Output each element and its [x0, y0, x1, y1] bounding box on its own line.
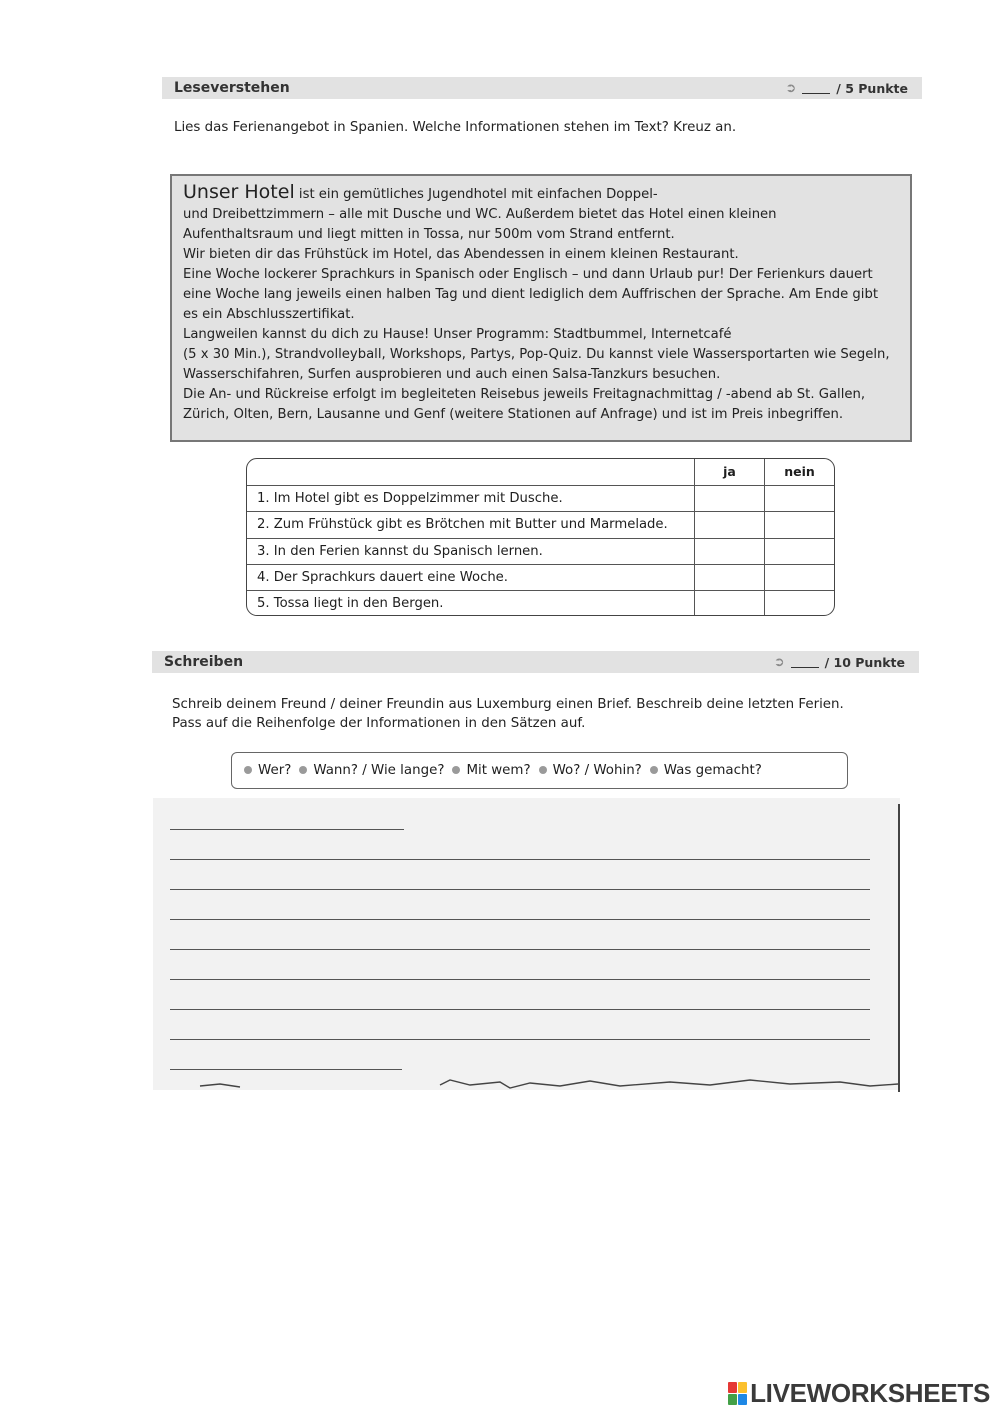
- text-line: Die An- und Rückreise erfolgt im begleiteten Reisebus jeweils Freitagnachmittag / -abend ab St. Gallen,: [183, 387, 866, 402]
- column-yes: ja: [695, 459, 765, 485]
- writing-line[interactable]: [170, 859, 870, 860]
- table-row: [247, 511, 834, 537]
- writing-section-header: [152, 651, 919, 673]
- table-row: [247, 590, 834, 616]
- guiding-questions: [231, 752, 848, 789]
- reading-points-label: / 5 Punkte: [836, 80, 908, 96]
- text-line: es ein Abschlusszertifikat.: [183, 307, 355, 322]
- table-row: [247, 485, 834, 511]
- answer-no-cell[interactable]: [765, 512, 834, 537]
- score-arrow-icon: ➲: [785, 80, 797, 96]
- text-line: eine Woche lang jeweils einen halben Tag und dient lediglich dem Auffrischen der Sprache. Am Ende gibt: [183, 287, 879, 302]
- logo-badge-icon: [728, 1382, 747, 1405]
- table-header-row: [247, 459, 834, 485]
- writing-points-label: / 10 Punkte: [824, 654, 905, 670]
- prompt-item: Wo? / Wohin?: [539, 763, 642, 778]
- score-arrow-icon: ➲: [773, 654, 785, 670]
- answer-no-cell[interactable]: [765, 565, 834, 590]
- writing-line[interactable]: [170, 1009, 870, 1010]
- bullet-icon: [452, 766, 460, 774]
- bullet-icon: [650, 766, 658, 774]
- table-header-empty: [247, 459, 695, 485]
- table-row: [247, 564, 834, 590]
- reading-section-header: [162, 77, 922, 99]
- text-line: Aufenthaltsraum und liegt mitten in Tossa, nur 500m vom Strand entfernt.: [183, 227, 675, 242]
- answer-no-cell[interactable]: [765, 591, 834, 616]
- text-lead: Unser Hotel: [183, 181, 295, 203]
- statement: 2. Zum Frühstück gibt es Brötchen mit Butter und Marmelade.: [247, 512, 695, 537]
- text-line: Zürich, Olten, Bern, Lausanne und Genf (weitere Stationen auf Anfrage) und ist im Preis inbegriffen.: [183, 407, 844, 422]
- bullet-icon: [539, 766, 547, 774]
- statement: 1. Im Hotel gibt es Doppelzimmer mit Dusche.: [247, 486, 695, 511]
- text-line: Eine Woche lockerer Sprachkurs in Spanisch oder Englisch – und dann Urlaub pur! Der Ferienkurs dauert: [183, 267, 873, 282]
- text-line-first: Unser Hotel ist ein gemütliches Jugendhotel mit einfachen Doppel-: [183, 181, 658, 203]
- writing-area[interactable]: [153, 798, 900, 1090]
- text-line: (5 x 30 Min.), Strandvolleyball, Workshops, Partys, Pop-Quiz. Du kannst viele Wassersportarten wie Segeln,: [183, 347, 890, 362]
- answer-no-cell[interactable]: [765, 539, 834, 564]
- reading-points: [785, 81, 908, 96]
- bullet-icon: [299, 766, 307, 774]
- statement: 5. Tossa liegt in den Bergen.: [247, 591, 695, 616]
- true-false-table: [246, 458, 835, 616]
- writing-score-blank[interactable]: [791, 657, 819, 668]
- text-line: Wasserschifahren, Surfen ausprobieren und auch einen Salsa-Tanzkurs besuchen.: [183, 367, 721, 382]
- answer-yes-cell[interactable]: [695, 565, 765, 590]
- table-row: [247, 538, 834, 564]
- answer-yes-cell[interactable]: [695, 539, 765, 564]
- answer-yes-cell[interactable]: [695, 512, 765, 537]
- writing-line[interactable]: [170, 1069, 402, 1070]
- writing-line[interactable]: [170, 979, 870, 980]
- text-line: Langweilen kannst du dich zu Hause! Unser Programm: Stadtbummel, Internetcafé: [183, 327, 732, 342]
- answer-no-cell[interactable]: [765, 486, 834, 511]
- writing-line[interactable]: [170, 1039, 870, 1040]
- reading-section-title: Leseverstehen: [174, 80, 290, 96]
- statement: 4. Der Sprachkurs dauert eine Woche.: [247, 565, 695, 590]
- bullet-icon: [244, 766, 252, 774]
- logo-wordmark: LIVEWORKSHEETS: [750, 1378, 990, 1408]
- instruction-line: Pass auf die Reihenfolge der Informationen in den Sätzen auf.: [172, 716, 586, 731]
- answer-yes-cell[interactable]: [695, 591, 765, 616]
- writing-line[interactable]: [170, 919, 870, 920]
- torn-edge: [150, 1076, 902, 1094]
- hotel-offer-text: [170, 174, 912, 442]
- reading-score-blank[interactable]: [802, 83, 830, 94]
- writing-instruction: [172, 695, 844, 733]
- text-line: und Dreibettzimmern – alle mit Dusche und WC. Außerdem bietet das Hotel einen kleinen: [183, 207, 777, 222]
- reading-instruction: Lies das Ferienangebot in Spanien. Welche Informationen stehen im Text? Kreuz an.: [174, 120, 737, 135]
- writing-line[interactable]: [170, 889, 870, 890]
- prompt-item: Wer?: [244, 763, 291, 778]
- prompt-item: Was gemacht?: [650, 763, 762, 778]
- instruction-line: Schreib deinem Freund / deiner Freundin aus Luxemburg einen Brief. Beschreib deine letzten Ferien.: [172, 697, 844, 712]
- column-no: nein: [784, 464, 815, 479]
- writing-points: [774, 655, 905, 670]
- statement: 3. In den Ferien kannst du Spanisch lernen.: [247, 539, 695, 564]
- liveworksheets-logo: [728, 1378, 990, 1409]
- writing-line[interactable]: [170, 949, 870, 950]
- answer-yes-cell[interactable]: [695, 486, 765, 511]
- prompt-item: Wann? / Wie lange?: [299, 763, 444, 778]
- text-line: Wir bieten dir das Frühstück im Hotel, das Abendessen in einem kleinen Restaurant.: [183, 247, 739, 262]
- page-edge: [898, 804, 900, 1092]
- writing-section-title: Schreiben: [164, 654, 244, 670]
- prompt-item: Mit wem?: [452, 763, 530, 778]
- writing-line[interactable]: [170, 829, 404, 830]
